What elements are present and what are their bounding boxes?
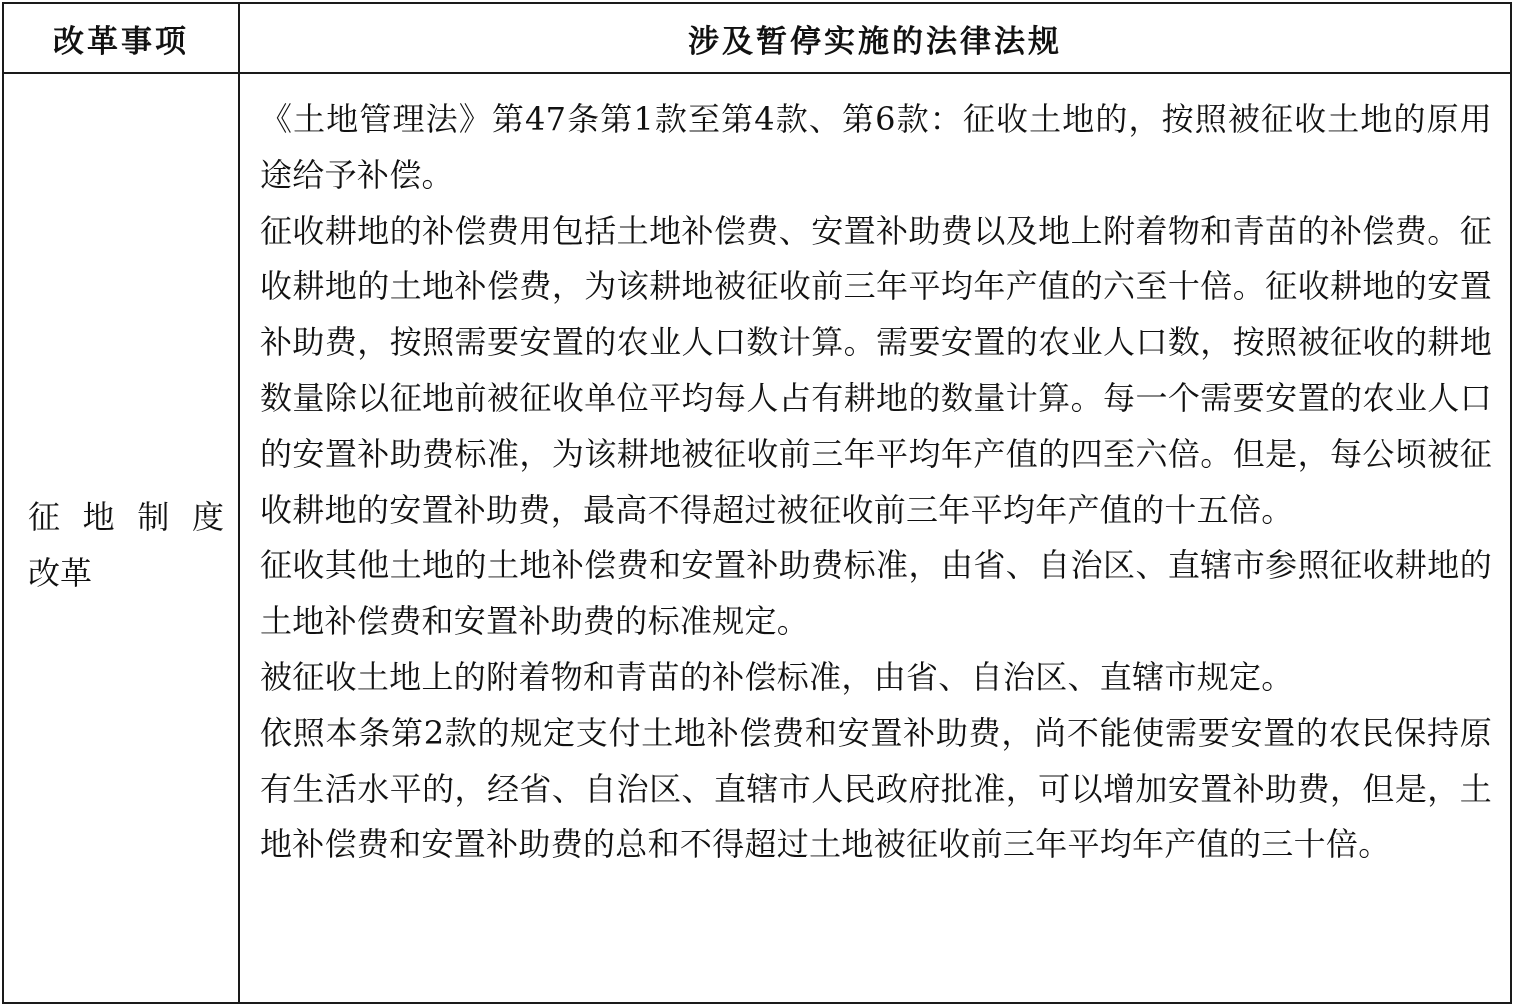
law-paragraph-3: 征收其他土地的土地补偿费和安置补助费标准，由省、自治区、直辖市参照征收耕地的土地补偿费和安置补助费的标准规定。 bbox=[260, 546, 1492, 641]
reform-item-line-2: 改革 bbox=[28, 554, 93, 592]
law-paragraph-4: 被征收土地上的附着物和青苗的补偿标准，由省、自治区、直辖市规定。 bbox=[260, 657, 1294, 696]
law-paragraph-2: 征收耕地的补偿费用包括土地补偿费、安置补助费以及地上附着物和青苗的补偿费。征收耕地的土地补偿费，为该耕地被征收前三年平均年产值的六至十倍。征收耕地的安置补助费，按照需要安置的农业人口数计算。需要安置的农业人口数，按照被征收的耕地数量除以征地前被征收单位平均每人占有耕地的数量计算。每一个需要安置的农业人口的安置补助费标准，为该耕地被征收前三年平均年产值的四至六倍。但是，每公顷被征收耕地的安置补助费，最高不得超过被征收前三年平均年产值的十五倍。 bbox=[260, 211, 1492, 529]
reform-item-line-1 bbox=[28, 489, 224, 545]
law-paragraph-5: 依照本条第2款的规定支付土地补偿费和安置补助费，尚不能使需要安置的农民保持原有生活水平的，经省、自治区、直辖市人民政府批准，可以增加安置补助费，但是，土地补偿费和安置补助费的总和不得超过土地被征收前三年平均年产值的三十倍。 bbox=[260, 713, 1492, 864]
column-divider bbox=[238, 4, 240, 1002]
law-paragraph-1: 《土地管理法》第47条第1款至第4款、第6款：征收土地的，按照被征收土地的原用途给予补偿。 bbox=[260, 100, 1492, 194]
reform-char: 度 bbox=[191, 498, 224, 536]
law-provisions-cell bbox=[260, 92, 1492, 873]
reform-char: 征 bbox=[28, 498, 61, 536]
reform-char: 制 bbox=[137, 498, 170, 536]
header-suspended-laws: 涉及暂停实施的法律法规 bbox=[688, 23, 1062, 60]
reform-item-cell bbox=[4, 74, 238, 1002]
reform-char: 地 bbox=[82, 498, 115, 536]
header-reform-item: 改革事项 bbox=[53, 23, 189, 60]
reform-item-text bbox=[28, 489, 224, 601]
table-header-row bbox=[4, 4, 1510, 74]
